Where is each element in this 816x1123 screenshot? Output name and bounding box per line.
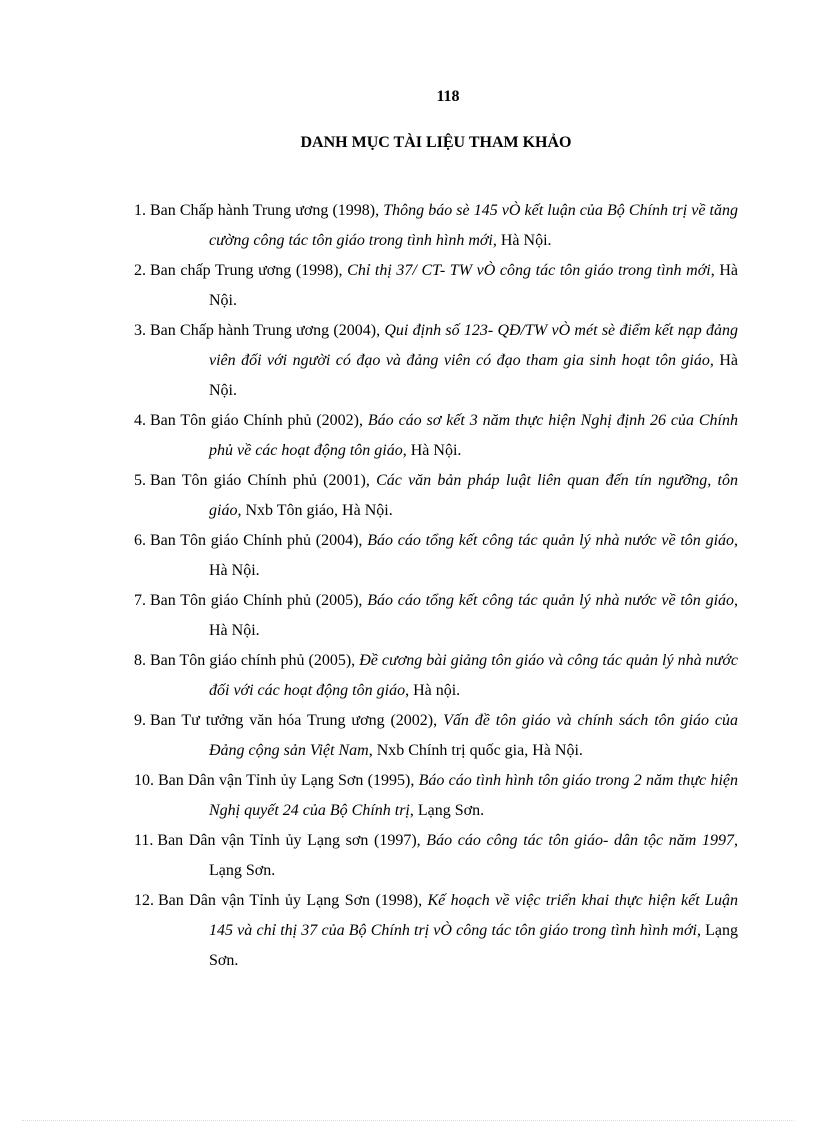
reference-publisher: , Hà Nội. [209,532,739,579]
reference-number: 5. [134,472,146,489]
reference-title: Báo cáo tổng kết công tác quản lý nhà nước về tôn giáo [367,592,735,609]
reference-item [134,526,738,586]
reference-number: 9. [134,712,146,729]
page-number: 118 [436,88,460,105]
reference-publisher: , Lạng Sơn. [209,922,739,969]
reference-publisher: , Hà Nội. [402,442,462,459]
reference-publisher: , Lạng Sơn. [209,832,738,879]
reference-publisher: , Hà Nội. [492,232,552,249]
reference-item [134,406,738,466]
reference-item [134,766,738,826]
reference-number: 12. [134,892,154,909]
reference-title: Báo cáo công tác tôn giáo- dân tộc năm 1997 [426,832,734,849]
reference-publisher: , Hà nội. [405,682,461,699]
reference-author: Ban Dân vận Tỉnh ủy Lạng Sơn (1995), [158,772,419,789]
reference-item [134,316,738,406]
reference-title: Đề cương bài giảng tôn giáo và công tác quản lý nhà nước đối với các hoạt động tôn giáo [209,652,739,699]
reference-title: Các văn bản pháp luật liên quan đến tín ngưỡng, tôn giáo [209,472,738,519]
reference-item [134,826,738,886]
reference-title: Báo cáo sơ kết 3 năm thực hiện Nghị định 26 của Chính phủ về các hoạt động tôn giáo [209,412,738,459]
reference-author: Ban Tôn giáo Chính phủ (2002), [150,412,368,429]
reference-publisher: , Hà Nội. [209,262,739,309]
reference-author: Ban Tôn giáo Chính phủ (2004), [150,532,368,549]
reference-author: Ban chấp Trung ương (1998), [150,262,348,279]
reference-number: 8. [134,652,146,669]
reference-title: Kế hoạch về việc triển khai thực hiện kết Luận 145 và chỉ thị 37 của Bộ Chính trị vÒ công tác tôn giáo trong tình hình mới [209,892,738,939]
reference-item [134,646,738,706]
reference-title: Thông báo sè 145 vÒ kết luận của Bộ Chính trị về tăng cường công tác tôn giáo trong tình hình mới [209,202,739,249]
reference-title: Báo cáo tình hình tôn giáo trong 2 năm thực hiện Nghị quyết 24 của Bộ Chính trị [209,772,738,819]
reference-publisher: , Nxb Tôn giáo, Hà Nội. [237,502,393,519]
reference-title: Báo cáo tổng kết công tác quản lý nhà nước về tôn giáo [367,532,735,549]
reference-author: Ban Tôn giáo chính phủ (2005), [150,652,360,669]
page-bottom-divider [22,1120,794,1121]
reference-author: Ban Dân vận Tỉnh ủy Lạng sơn (1997), [157,832,427,849]
reference-number: 2. [134,262,146,279]
reference-item [134,466,738,526]
reference-author: Ban Dân vận Tỉnh ủy Lạng Sơn (1998), [158,892,428,909]
reference-title: Chỉ thị 37/ CT- TW vÒ công tác tôn giáo trong tình mới [347,262,711,279]
reference-author: Ban Chấp hành Trung ương (2004), [150,322,385,339]
reference-title: Vấn đề tôn giáo và chính sách tôn giáo của Đảng cộng sản Việt Nam [209,712,739,759]
reference-list [134,196,738,976]
reference-item [134,706,738,766]
reference-item [134,886,738,976]
reference-publisher: , Hà Nội. [209,352,739,399]
reference-publisher: , Hà Nội. [209,592,739,639]
reference-title: Qui định số 123- QĐ/TW vÒ mét sè điểm kết nạp đảng viên đối với người có đạo và đảng viên có đạo tham gia sinh hoạt tôn giáo [209,322,738,369]
reference-number: 1. [134,202,146,219]
reference-item [134,196,738,256]
page-title: DANH MỤC TÀI LIỆU THAM KHẢO [300,134,572,151]
reference-publisher: , Nxb Chính trị quốc gia, Hà Nội. [368,742,583,759]
reference-number: 7. [134,592,146,609]
reference-publisher: , Lạng Sơn. [409,802,485,819]
reference-number: 3. [134,322,146,339]
reference-number: 4. [134,412,146,429]
reference-item [134,256,738,316]
reference-author: Ban Chấp hành Trung ương (1998), [150,202,384,219]
reference-number: 6. [134,532,146,549]
reference-author: Ban Tôn giáo Chính phủ (2001), [150,472,377,489]
reference-number: 11. [134,832,154,849]
reference-author: Ban Tôn giáo Chính phủ (2005), [150,592,368,609]
reference-item [134,586,738,646]
reference-number: 10. [134,772,154,789]
reference-author: Ban Tư tưởng văn hóa Trung ương (2002), [150,712,444,729]
